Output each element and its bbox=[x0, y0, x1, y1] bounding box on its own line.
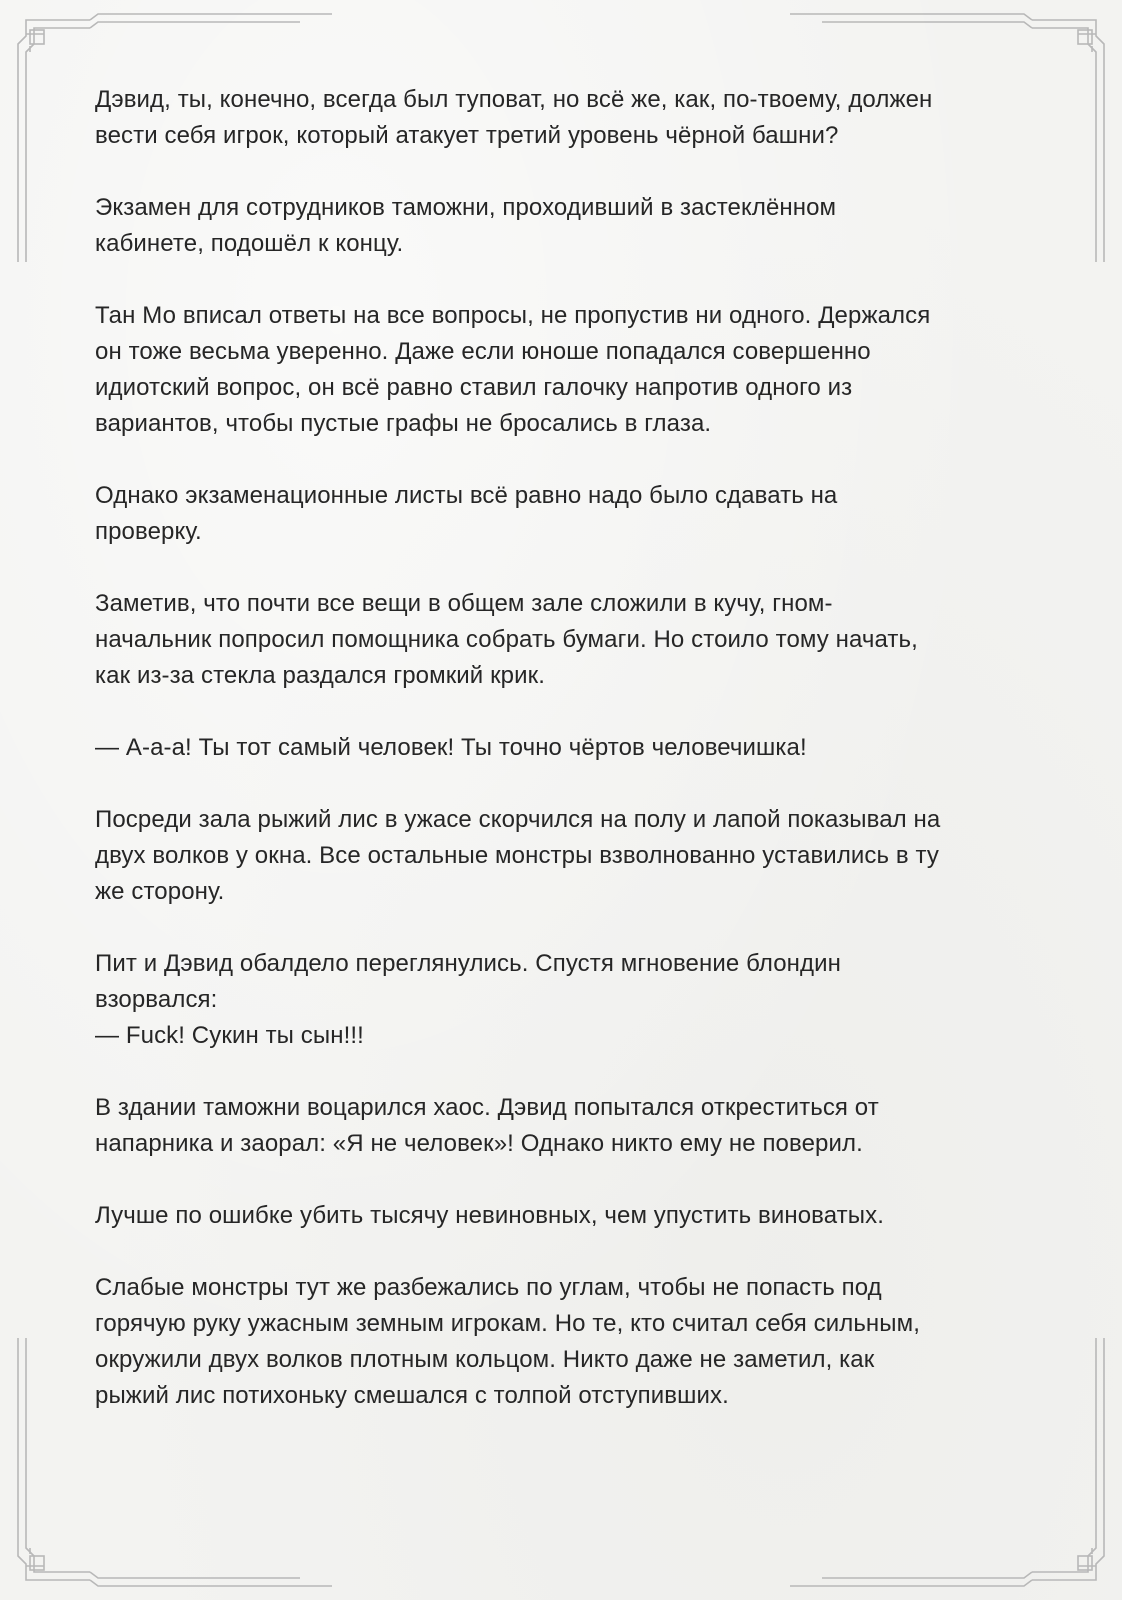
text-line: — А-а-а! Ты тот самый человек! Ты точно чёртов человечишка! bbox=[95, 734, 807, 761]
text-line: В здании таможни воцарился хаос. Дэвид попытался откреститься от bbox=[95, 1094, 879, 1121]
text-line: Слабые монстры тут же разбежались по углам, чтобы не попасть под bbox=[95, 1274, 882, 1301]
text-line: идиотский вопрос, он всё равно ставил галочку напротив одного из bbox=[95, 374, 853, 401]
text-line: как из-за стекла раздался громкий крик. bbox=[95, 662, 545, 689]
paragraph bbox=[95, 190, 1030, 262]
text-line: — Fuck! Сукин ты сын!!! bbox=[95, 1022, 364, 1049]
paragraph bbox=[95, 298, 1030, 442]
paragraph bbox=[95, 82, 1030, 154]
text-line: Заметив, что почти все вещи в общем зале сложили в кучу, гном- bbox=[95, 590, 833, 617]
text-line: Однако экзаменационные листы всё равно надо было сдавать на bbox=[95, 482, 838, 509]
text-line: он тоже весьма уверенно. Даже если юноше попадался совершенно bbox=[95, 338, 871, 365]
text-line: начальник попросил помощника собрать бумаги. Но стоило тому начать, bbox=[95, 626, 918, 653]
text-line: Лучше по ошибке убить тысячу невиновных, чем упустить виноватых. bbox=[95, 1202, 884, 1229]
text-line: вести себя игрок, который атакует третий уровень чёрной башни? bbox=[95, 122, 839, 149]
paragraph bbox=[95, 1270, 1030, 1414]
text-line: Пит и Дэвид обалдело переглянулись. Спустя мгновение блондин bbox=[95, 950, 841, 977]
document-body bbox=[95, 82, 1030, 1450]
paragraph bbox=[95, 1198, 1030, 1234]
paragraph bbox=[95, 802, 1030, 910]
text-line: Экзамен для сотрудников таможни, проходивший в застеклённом bbox=[95, 194, 837, 221]
text-line: взорвался: bbox=[95, 986, 218, 1013]
text-line: рыжий лис потихоньку смешался с толпой отступивших. bbox=[95, 1382, 729, 1409]
text-line: же сторону. bbox=[95, 878, 225, 905]
text-line: двух волков у окна. Все остальные монстры взволнованно уставились в ту bbox=[95, 842, 939, 869]
paragraph bbox=[95, 1090, 1030, 1162]
paragraph bbox=[95, 478, 1030, 550]
text-line: окружили двух волков плотным кольцом. Никто даже не заметил, как bbox=[95, 1346, 875, 1373]
paragraph bbox=[95, 946, 1030, 1054]
text-line: горячую руку ужасным земным игрокам. Но те, кто считал себя сильным, bbox=[95, 1310, 920, 1337]
text-line: вариантов, чтобы пустые графы не бросались в глаза. bbox=[95, 410, 712, 437]
text-line: Посреди зала рыжий лис в ужасе скорчился на полу и лапой показывал на bbox=[95, 806, 941, 833]
text-line: напарника и заорал: «Я не человек»! Однако никто ему не поверил. bbox=[95, 1130, 863, 1157]
text-line: проверку. bbox=[95, 518, 202, 545]
text-line: Тан Мо вписал ответы на все вопросы, не пропустив ни одного. Держался bbox=[95, 302, 931, 329]
paragraph bbox=[95, 586, 1030, 694]
paragraph bbox=[95, 730, 1030, 766]
text-line: кабинете, подошёл к концу. bbox=[95, 230, 404, 257]
text-line: Дэвид, ты, конечно, всегда был туповат, но всё же, как, по-твоему, должен bbox=[95, 86, 933, 113]
